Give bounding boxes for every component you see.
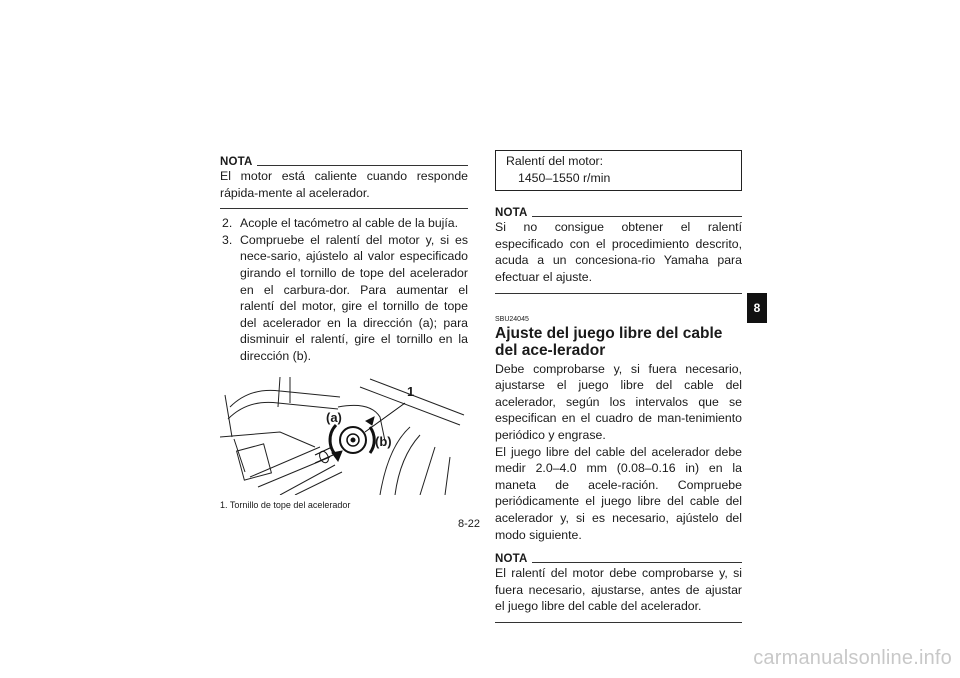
left-column: [220, 154, 468, 513]
nota-rule: [532, 562, 742, 563]
figure-callout-1: 1: [407, 383, 415, 399]
section-title: Ajuste del juego libre del cable del ace-lerador: [495, 324, 723, 359]
nota-header: [495, 205, 742, 219]
step-number: 3.: [222, 232, 233, 247]
spec-value: 1450–1550 r/min: [518, 170, 611, 185]
watermark: carmanualsonline.info: [753, 647, 952, 669]
figure-caption: 1. Tornillo de tope del acelerador: [220, 499, 351, 510]
chapter-tab: 8: [747, 293, 767, 323]
figure-callout-b: (b): [375, 433, 392, 449]
carburetor-illustration: [220, 377, 468, 495]
step-list: [220, 215, 468, 364]
step-text: Acople el tacómetro al cable de la bujía.: [240, 216, 459, 231]
nota-label: NOTA: [495, 553, 528, 566]
page-number: 8-22: [458, 518, 481, 530]
right-column: [495, 150, 742, 629]
idle-spec-box: [495, 150, 742, 191]
nota-label: NOTA: [495, 207, 528, 220]
nota-rule: [532, 216, 742, 217]
step-item: [220, 215, 468, 232]
nota-label: NOTA: [220, 156, 253, 168]
paragraph: El juego libre del cable del acelerador debe medir 2.0–4.0 mm (0.08–0.16 in) en la maneta de acele-ración. Compruebe periódicamente el juego libre del cable del acelerador y, si es necesario, ajústelo del modo siguiente.: [495, 444, 742, 542]
nota-text: El motor está caliente cuando responde rápida-mente al acelerador.: [220, 168, 468, 209]
nota-rule: [257, 165, 468, 166]
nota-text: El ralentí del motor debe comprobarse y, si fuera necesario, ajustarse, antes de ajustar el juego libre del cable del acelerador.: [495, 565, 742, 623]
nota-text: Si no consigue obtener el ralentí especificado con el procedimiento descrito, acuda a un concesiona-rio Yamaha para efectuar el ajuste.: [495, 219, 742, 293]
spec-label: Ralentí del motor:: [506, 154, 604, 168]
nota-header: [495, 551, 742, 565]
figure-callout-a: (a): [326, 409, 342, 425]
step-item: [220, 232, 468, 365]
step-number: 2.: [222, 216, 233, 231]
nota-header: [220, 154, 468, 168]
paragraph: Debe comprobarse y, si fuera necesario, ajustarse el juego libre del cable del acelerador, según los intervalos que se especifican en el cuadro de man-tenimiento periódico y engrase.: [495, 361, 742, 442]
step-text: Compruebe el ralentí del motor y, si es nece-sario, ajústelo al valor especificado girando el tornillo de tope del acelerador en el carbura-dor. Para aumentar el ralentí del motor, gire el tornillo de tope del acelerador en la dirección (a); para disminuir el ralentí, gire el tornillo en la dirección (b).: [240, 232, 468, 363]
throttle-stop-figure: [220, 377, 468, 495]
section-code: SBU24045: [495, 315, 529, 323]
